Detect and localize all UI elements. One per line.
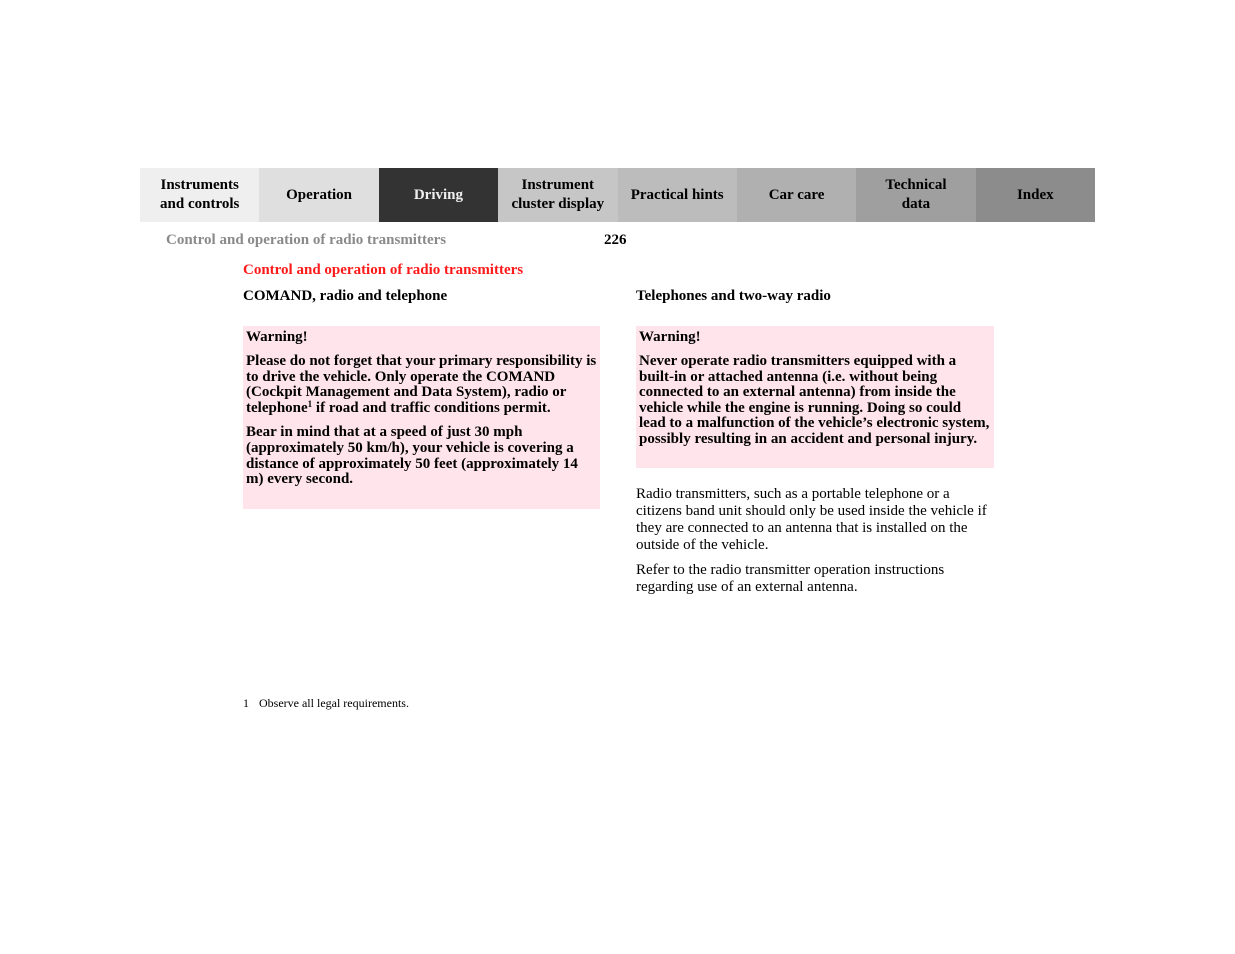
tab-technical-data[interactable]: Technical data [856, 168, 975, 222]
warning-paragraph: Never operate radio transmitters equipped with a built-in or attached antenna (i.e. without being connected to an external antenna) from inside the vehicle while the engine is running. Doing so could lead to a malfunction of the vehicle’s electronic system, possibly resulting in an accident and personal injury. [639, 353, 990, 447]
body-paragraph: Radio transmitters, such as a portable telephone or a citizens band unit should only be used inside the vehicle if they are connected to an antenna that is installed on the outside of the vehicle. [636, 486, 987, 553]
right-column-heading: Telephones and two-way radio [636, 288, 831, 304]
warning-text: Please do not forget that your primary responsibility is to drive the vehicle. Only operate the COMAND (Cockpit Management and Data System), radio or telephone [246, 353, 597, 416]
top-navigation [140, 168, 1095, 222]
footnote [243, 696, 409, 711]
left-warning-box [243, 326, 600, 509]
tab-operation[interactable]: Operation [259, 168, 378, 222]
footnote-text: Observe all legal requirements. [259, 696, 409, 710]
footnote-number: 1 [243, 696, 249, 710]
footnote-reference: 1 [307, 398, 313, 409]
tab-instruments-and-controls[interactable]: Instruments and controls [140, 168, 259, 222]
section-title: Control and operation of radio transmitters [243, 262, 524, 278]
tab-index[interactable]: Index [976, 168, 1095, 222]
running-head: Control and operation of radio transmitters [166, 232, 447, 248]
warning-title: Warning! [639, 329, 701, 345]
body-text-instructions [636, 562, 996, 596]
warning-paragraph: Bear in mind that at a speed of just 30 mph (approximately 50 km/h), your vehicle is covering a distance of approximately 50 feet (approximately 14 m) every second. [246, 424, 578, 488]
tab-car-care[interactable]: Car care [737, 168, 856, 222]
left-column-heading: COMAND, radio and telephone [243, 288, 448, 304]
warning-text: if road and traffic conditions permit. [312, 399, 551, 416]
tab-driving[interactable]: Driving [379, 168, 498, 222]
body-text-transmitters [636, 486, 996, 554]
warning-paragraph [246, 354, 597, 416]
page-number: 226 [604, 232, 627, 248]
warning-title: Warning! [246, 329, 308, 345]
tab-practical-hints[interactable]: Practical hints [618, 168, 737, 222]
body-paragraph: Refer to the radio transmitter operation instructions regarding use of an external antenna. [636, 562, 945, 595]
tab-instrument-cluster-display[interactable]: Instrument cluster display [498, 168, 617, 222]
right-warning-box [636, 326, 994, 468]
